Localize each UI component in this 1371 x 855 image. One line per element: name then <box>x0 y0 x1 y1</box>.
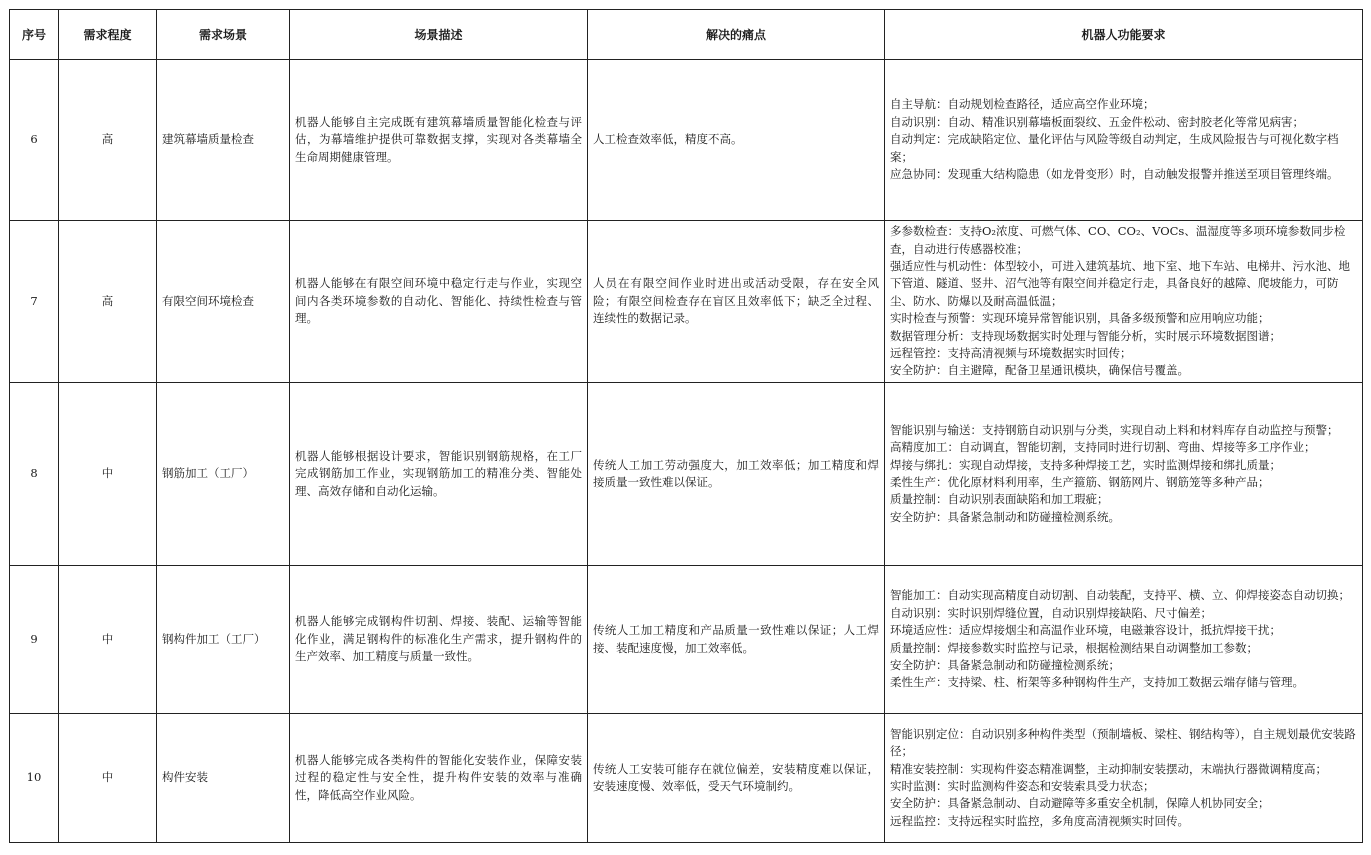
table-row <box>10 566 1363 714</box>
cell-scene: 建筑幕墙质量检查 <box>157 60 290 221</box>
func-item: 应急协同：发现重大结构隐患（如龙骨变形）时，自动触发报警并推送至项目管理终端。 <box>890 167 1339 182</box>
func-item: 强适应性与机动性：体型较小，可进入建筑基坑、地下室、地下车站、电梯井、污水池、地下管道、隧道、竖井、沼气池等有限空间并稳定行走，具备良好的越障、爬坡能力，可防尘、防水、防爆以及耐高温低温； <box>890 258 1350 308</box>
cell-func <box>885 714 1363 843</box>
table-row <box>10 221 1363 383</box>
func-item: 自动识别：实时识别焊缝位置，自动识别焊接缺陷、尺寸偏差； <box>890 605 1212 620</box>
cell-pain: 传统人工加工劳动强度大，加工效率低；加工精度和焊接质量一致性难以保证。 <box>588 383 885 566</box>
requirements-table <box>9 9 1363 843</box>
cell-scene: 钢筋加工（工厂） <box>157 383 290 566</box>
func-item: 安全防护：自主避障，配备卫星通讯模块，确保信号覆盖。 <box>890 363 1189 378</box>
cell-desc: 机器人能够完成各类构件的智能化安装作业，保障安装过程的稳定性与安全性，提升构件安装的效率与准确性，降低高空作业风险。 <box>290 714 588 843</box>
cell-level: 高 <box>59 221 157 383</box>
func-item: 安全防护：具备紧急制动、自动避障等多重安全机制，保障人机协同安全； <box>890 796 1270 811</box>
cell-pain: 传统人工安装可能存在就位偏差，安装精度难以保证，安装速度慢、效率低，受天气环境制约。 <box>588 714 885 843</box>
func-item: 自动识别：自动、精准识别幕墙板面裂纹、五金件松动、密封胶老化等常见病害； <box>890 114 1304 129</box>
cell-scene: 有限空间环境检查 <box>157 221 290 383</box>
cell-no: 6 <box>10 60 59 221</box>
cell-pain: 传统人工加工精度和产品质量一致性难以保证；人工焊接、装配速度慢，加工效率低。 <box>588 566 885 714</box>
cell-level: 中 <box>59 714 157 843</box>
cell-func <box>885 221 1363 383</box>
cell-desc: 机器人能够自主完成既有建筑幕墙质量智能化检查与评估，为幕墙维护提供可靠数据支撑，实现对各类幕墙全生命周期健康管理。 <box>290 60 588 221</box>
func-item: 远程管控：支持高清视频与环境数据实时回传； <box>890 346 1132 361</box>
cell-func <box>885 566 1363 714</box>
func-item: 实时检查与预警：实现环境异常智能识别，具备多级预警和应用响应功能； <box>890 311 1270 326</box>
func-item: 智能识别与输送：支持钢筋自动识别与分类，实现自动上料和材料库存自动监控与预警； <box>890 422 1339 437</box>
func-item: 安全防护：具备紧急制动和防碰撞检测系统； <box>890 657 1120 672</box>
func-item: 安全防护：具备紧急制动和防碰撞检测系统。 <box>890 509 1120 524</box>
header-level: 需求程度 <box>59 10 157 60</box>
cell-func <box>885 60 1363 221</box>
cell-level: 高 <box>59 60 157 221</box>
cell-no: 10 <box>10 714 59 843</box>
func-item: 柔性生产：支持梁、柱、桁架等多种钢构件生产，支持加工数据云端存储与管理。 <box>890 675 1304 690</box>
cell-no: 7 <box>10 221 59 383</box>
cell-level: 中 <box>59 566 157 714</box>
header-scene: 需求场景 <box>157 10 290 60</box>
cell-func <box>885 383 1363 566</box>
cell-scene: 钢构件加工（工厂） <box>157 566 290 714</box>
header-pain: 解决的痛点 <box>588 10 885 60</box>
cell-level: 中 <box>59 383 157 566</box>
table-row <box>10 714 1363 843</box>
func-item: 精准安装控制：实现构件姿态精准调整，主动抑制安装摆动，末端执行器微调精度高； <box>890 761 1327 776</box>
func-item: 高精度加工：自动调直，智能切割，支持同时进行切割、弯曲、焊接等多工序作业； <box>890 440 1316 455</box>
table-row <box>10 383 1363 566</box>
func-item: 质量控制：自动识别表面缺陷和加工瑕疵； <box>890 492 1109 507</box>
cell-desc: 机器人能够完成钢构件切割、焊接、装配、运输等智能化作业，满足钢构件的标准化生产需求，提升钢构件的生产效率、加工精度与质量一致性。 <box>290 566 588 714</box>
func-item: 多参数检查：支持O₂浓度、可燃气体、CO、CO₂、VOCs、温湿度等多项环境参数同步检查，自动进行传感器校准； <box>890 224 1346 256</box>
cell-desc: 机器人能够在有限空间环境中稳定行走与作业，实现空间内各类环境参数的自动化、智能化、持续性检查与管理。 <box>290 221 588 383</box>
func-item: 远程监控：支持远程实时监控，多角度高清视频实时回传。 <box>890 813 1189 828</box>
func-item: 焊接与绑扎：实现自动焊接，支持多种焊接工艺，实时监测焊接和绑扎质量； <box>890 457 1281 472</box>
cell-desc: 机器人能够根据设计要求，智能识别钢筋规格，在工厂完成钢筋加工作业，实现钢筋加工的精准分类、智能处理、高效存储和自动化运输。 <box>290 383 588 566</box>
cell-scene: 构件安装 <box>157 714 290 843</box>
func-item: 实时监测：实时监测构件姿态和安装索具受力状态； <box>890 779 1155 793</box>
header-func: 机器人功能要求 <box>885 10 1363 60</box>
func-item: 柔性生产：优化原材料利用率，生产箍筋、钢筋网片、钢筋笼等多种产品； <box>890 475 1270 489</box>
func-item: 自动判定：完成缺陷定位、量化评估与风险等级自动判定，生成风险报告与可视化数字档案； <box>890 132 1339 164</box>
func-item: 数据管理分析：支持现场数据实时处理与智能分析，实时展示环境数据图谱； <box>890 328 1281 343</box>
func-item: 质量控制：焊接参数实时监控与记录，根据检测结果自动调整加工参数； <box>890 640 1258 655</box>
table-row <box>10 60 1363 221</box>
cell-no: 8 <box>10 383 59 566</box>
cell-pain: 人员在有限空间作业时进出或活动受限，存在安全风险；有限空间检查存在盲区且效率低下；缺乏全过程、连续性的数据记录。 <box>588 221 885 383</box>
func-item: 智能加工：自动实现高精度自动切割、自动装配，支持平、横、立、仰焊接姿态自动切换； <box>890 588 1350 603</box>
cell-no: 9 <box>10 566 59 714</box>
header-row <box>10 10 1363 60</box>
header-no: 序号 <box>10 10 59 60</box>
header-desc: 场景描述 <box>290 10 588 60</box>
func-item: 环境适应性：适应焊接烟尘和高温作业环境，电磁兼容设计，抵抗焊接干扰； <box>890 623 1281 638</box>
func-item: 自主导航：自动规划检查路径，适应高空作业环境； <box>890 97 1155 112</box>
cell-pain: 人工检查效率低，精度不高。 <box>588 60 885 221</box>
func-item: 智能识别定位：自动识别多种构件类型（预制墙板、梁柱、钢结构等），自主规划最优安装路径； <box>890 726 1356 759</box>
